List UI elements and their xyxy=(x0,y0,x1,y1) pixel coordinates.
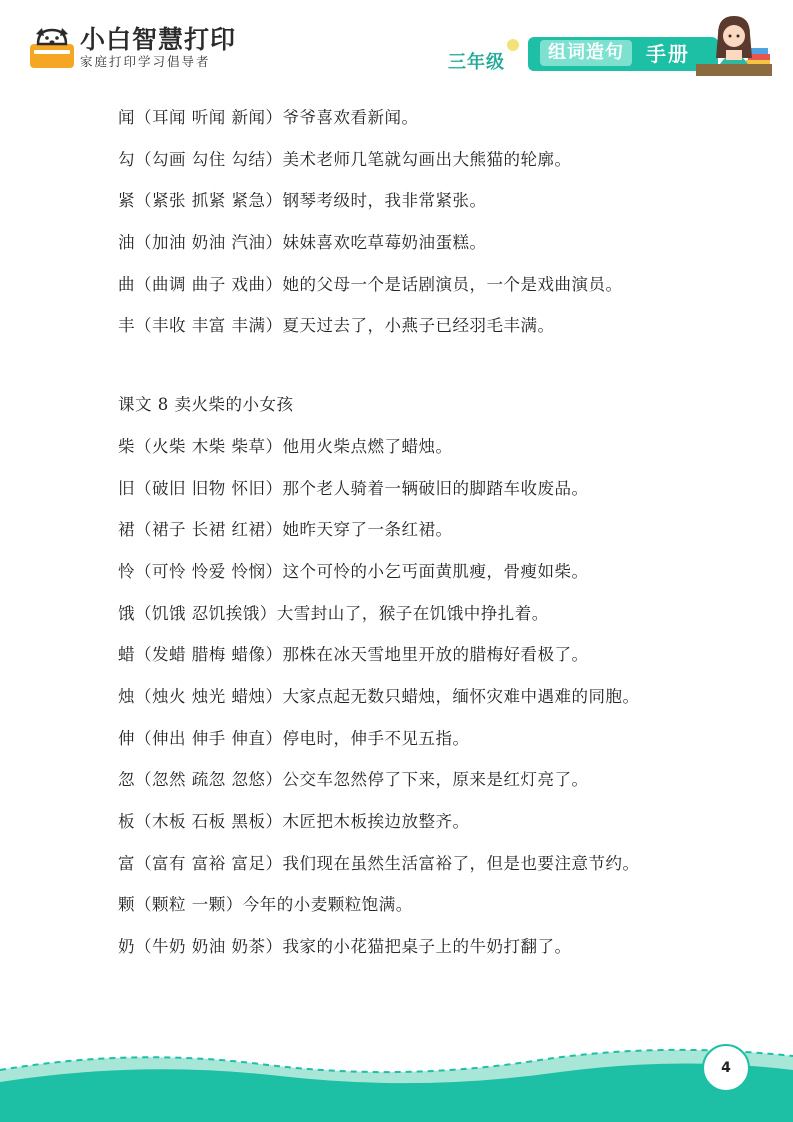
list-item: 伸（伸出 伸手 伸直）停电时，伸手不见五指。 xyxy=(118,728,470,748)
footer-wave xyxy=(0,1030,793,1122)
list-item: 裙（裙子 长裙 红裙）她昨天穿了一条红裙。 xyxy=(118,520,453,540)
grade-label: 三年级 xyxy=(448,52,505,73)
list-item: 忽（忽然 疏忽 忽悠）公交车忽然停了下来，原来是红灯亮了。 xyxy=(118,770,589,790)
title-banner xyxy=(528,37,718,71)
banner-book: 手册 xyxy=(646,42,690,66)
list-item: 闻（耳闻 听闻 新闻）爷爷喜欢看新闻。 xyxy=(118,108,419,127)
list-item: 板（木板 石板 黑板）木匠把木板挨边放整齐。 xyxy=(118,812,470,831)
list-item: 奶（牛奶 奶油 奶茶）我家的小花猫把桌子上的牛奶打翻了。 xyxy=(118,937,572,957)
list-item: 烛（烛火 烛光 蜡烛）大家点起无数只蜡烛，缅怀灾难中遇难的同胞。 xyxy=(118,686,640,706)
list-item: 饿（饥饿 忍饥挨饿）大雪封山了，猴子在饥饿中挣扎着。 xyxy=(118,603,549,623)
brand xyxy=(80,26,236,70)
list-item: 颗（颗粒 一颗）今年的小麦颗粒饱满。 xyxy=(118,895,413,915)
list-item: 蜡（发蜡 腊梅 蜡像）那株在冰天雪地里开放的腊梅好看极了。 xyxy=(118,645,589,665)
word-sentence-list xyxy=(118,97,758,968)
brand-name: 小白智慧打印 xyxy=(80,25,237,54)
list-item: 怜（可怜 怜爱 怜悯）这个可怜的小乞丐面黄肌瘦，骨瘦如柴。 xyxy=(118,561,589,581)
sparkle-icon xyxy=(506,38,520,52)
list-item: 柴（火柴 木柴 柴草）他用火柴点燃了蜡烛。 xyxy=(118,436,453,456)
banner-title: 组词造句 xyxy=(540,40,632,66)
page-number: 4 xyxy=(702,1044,750,1092)
dog-logo-icon xyxy=(28,26,76,70)
list-item: 丰（丰收 丰富 丰满）夏天过去了，小燕子已经羽毛丰满。 xyxy=(118,316,555,336)
list-item: 紧（紧张 抓紧 紧急）钢琴考级时，我非常紧张。 xyxy=(118,191,487,211)
student-girl-icon xyxy=(696,14,772,76)
lesson-title: 课文 8 卖火柴的小女孩 xyxy=(118,395,294,415)
brand-slogan: 家庭打印学习倡导者 xyxy=(80,54,211,69)
list-item: 勾（勾画 勾住 勾结）美术老师几笔就勾画出大熊猫的轮廓。 xyxy=(118,149,572,169)
list-item: 旧（破旧 旧物 怀旧）那个老人骑着一辆破旧的脚踏车收废品。 xyxy=(118,478,589,498)
page-header xyxy=(0,0,793,90)
list-item: 曲（曲调 曲子 戏曲）她的父母一个是话剧演员，一个是戏曲演员。 xyxy=(118,274,623,294)
list-item: 富（富有 富裕 富足）我们现在虽然生活富裕了，但是也要注意节约。 xyxy=(118,853,640,873)
list-item: 油（加油 奶油 汽油）妹妹喜欢吃草莓奶油蛋糕。 xyxy=(118,233,487,253)
section-gap xyxy=(118,347,758,384)
